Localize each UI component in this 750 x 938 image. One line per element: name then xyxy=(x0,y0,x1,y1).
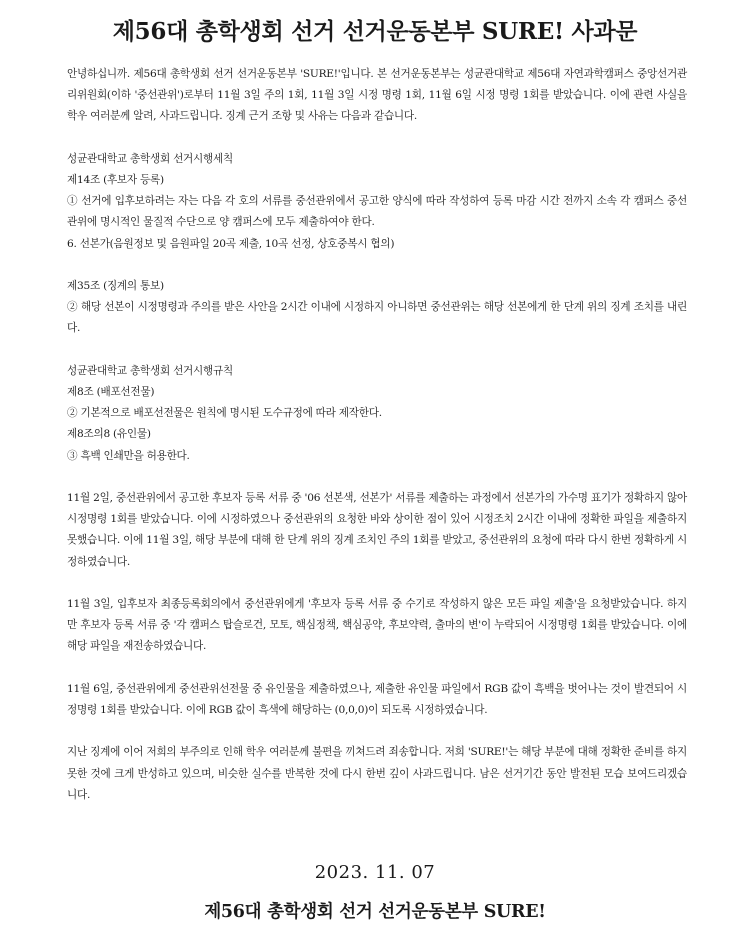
paragraph-line: 지난 징계에 이어 저희의 부주의로 인해 학우 여러분께 불편을 끼쳐드려 죄송합니다. 저희 'SURE!'는 해당 부분에 대해 정확한 준비를 하지 못한 것에 크게 반성하고 있으며, 비슷한 실수를 반복한 것에 다시 한번 깊이 사과드립니다. 남은 선거기간 동안 발전된 모습 보여드리겠습니다. xyxy=(67,746,687,801)
article-clause: ② 기본적으로 배포선전물은 원칙에 명시된 도수규정에 따라 제작한다. xyxy=(67,407,382,420)
closing-paragraph xyxy=(67,742,687,806)
article-heading: 제8조 (배포선전물) xyxy=(67,386,155,398)
regulation-heading: 성균관대학교 총학생회 선거시행세칙 xyxy=(67,152,233,165)
paragraph-line: 안녕하십니까. 제56대 총학생회 선거 선거운동본부 'SURE!'입니다. 본 선거운동본부는 성균관대학교 제56대 자연과학캠퍼스 중앙선거관리위원회(이하 '중선관위')로부터 11월 3일 주의 1회, 11월 3일 시정 명령 1회, 11월 6일 시정 명령 1회를 받았습니다. 이에 관련 사실을 학우 여러분께 알려, 사과드립니다. 징계 근거 조항 및 사유는 다음과 같습니다. xyxy=(67,68,687,123)
intro-paragraph xyxy=(67,64,687,128)
paragraph-line: 11월 6일, 중선관위에게 중선관위선전물 중 유인물을 제출하였으나, 제출한 유인물 파일에서 RGB 값이 흑백을 벗어나는 것이 발견되어 시정명령 1회를 받았습니다. 이에 RGB 값이 흑색에 해당하는 (0,0,0)이 되도록 시정하였습니다. xyxy=(67,682,687,716)
incident-paragraph-nov2 xyxy=(67,488,687,573)
document-title: 제56대 총학생회 선거 선거운동본부 SURE! 사과문 xyxy=(112,18,638,45)
regulation-block-1 xyxy=(67,149,687,255)
incident-paragraph-nov3 xyxy=(67,594,687,658)
article-item: 6. 선본가(음원정보 및 음원파일 20곡 제출, 10곡 선정, 상호중복시 협의) xyxy=(67,237,395,250)
paragraph-line: 11월 3일, 입후보자 최종등록회의에서 중선관위에게 '후보자 등록 서류 중 수기로 작성하지 않은 모든 파일 제출'을 요청받았습니다. 하지만 후보자 등록 서류 중 '각 캠퍼스 탑슬로건, 모토, 핵심정책, 핵심공약, 후보약력, 출마의 변'이 누락되어 시정명령 1회를 받았습니다. 이에 해당 파일을 재전송하였습니다. xyxy=(67,598,687,653)
article-heading: 제14조 (후보자 등록) xyxy=(67,174,164,186)
regulation-block-3 xyxy=(67,361,687,467)
document-signature: 제56대 총학생회 선거 선거운동본부 SURE! xyxy=(204,902,546,922)
article-clause: ③ 흑백 인쇄만을 허용한다. xyxy=(67,449,190,462)
paragraph-line: 11월 2일, 중선관위에서 공고한 후보자 등록 서류 중 '06 선본색, 선본가' 서류를 제출하는 과정에서 선본가의 가수명 표기가 정확하지 않아 시정명령 1회를 받았습니다. 이에 시정하였으나 중선관위의 요청한 바와 상이한 점이 있어 시정조치 2시간 이내에 정확한 파일을 제출하지 못했습니다. 이에 11월 3일, 해당 부분에 대해 한 단계 위의 징계 조치인 주의 1회를 받았고, 중선관위의 요청에 따라 다시 한번 정확하게 시정하였습니다. xyxy=(67,492,687,568)
article-heading: 제8조의8 (유인물) xyxy=(67,428,151,441)
incident-paragraph-nov6 xyxy=(67,679,687,721)
regulation-heading: 성균관대학교 총학생회 선거시행규칙 xyxy=(67,364,233,377)
article-clause: ① 선거에 입후보하려는 자는 다음 각 호의 서류를 중선관위에서 공고한 양식에 따라 작성하여 등록 마감 시간 전까지 소속 각 캠퍼스 중선관위에 명시적인 물질적 수단으로 양 캠퍼스에 모두 제출하여야 한다. xyxy=(67,195,687,229)
article-clause: ② 해당 선본이 시정명령과 주의를 받은 사안을 2시간 이내에 시정하지 아니하면 중선관위는 해당 선본에게 한 단계 위의 징계 조치를 내린다. xyxy=(67,301,687,335)
document-date: 2023. 11. 07 xyxy=(314,862,436,883)
article-heading: 제35조 (징계의 통보) xyxy=(67,280,164,292)
regulation-block-2 xyxy=(67,276,687,340)
document-body xyxy=(67,64,687,827)
